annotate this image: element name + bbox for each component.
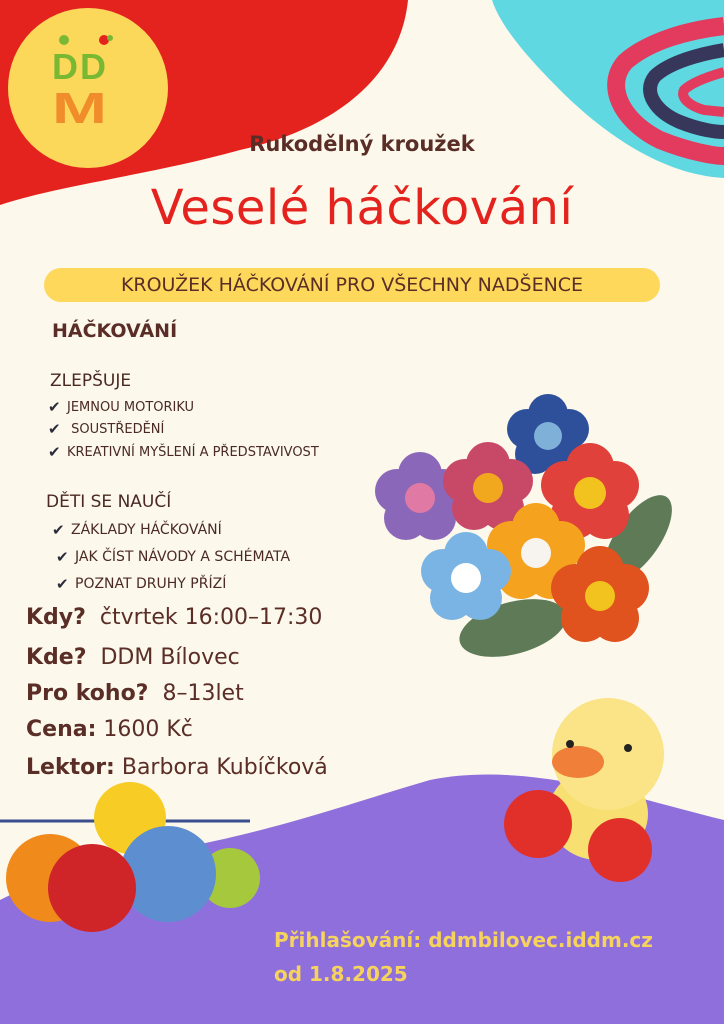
improves-item: ✔ KREATIVNÍ MYŠLENÍ A PŘEDSTAVIVOST [48,443,319,461]
check-icon: ✔ [52,521,65,539]
page-title: Veselé háčkování [150,180,574,236]
crochet-duck-image [498,684,678,884]
info-when: Kdy? čtvrtek 16:00–17:30 [26,605,323,630]
banner: KROUŽEK HÁČKOVÁNÍ PRO VŠECHNY NADŠENCE [44,268,660,302]
section-title: HÁČKOVÁNÍ [52,320,178,342]
check-icon: ✔ [56,548,69,566]
improves-heading: ZLEPŠUJE [50,371,132,391]
learn-item: ✔ POZNAT DRUHY PŘÍZÍ [56,575,227,593]
logo-m-text: M [52,84,107,133]
improves-item: ✔ SOUSTŘEDĚNÍ [48,420,165,438]
info-lector: Lektor: Barbora Kubíčková [26,755,328,780]
learn-item: ✔ ZÁKLADY HÁČKOVÁNÍ [52,521,222,539]
info-price: Cena: 1600 Kč [26,717,193,742]
yarn-balls-image [0,778,270,938]
info-who: Pro koho? 8–13let [26,681,244,706]
check-icon: ✔ [56,575,69,593]
check-icon: ✔ [48,398,61,416]
signup-line2: od 1.8.2025 [274,962,408,986]
logo-dd-text: DD [52,46,108,87]
check-icon: ✔ [48,420,61,438]
improves-item: ✔ JEMNOU MOTORIKU [48,398,195,416]
subtitle: Rukodělný kroužek [249,132,475,156]
learn-heading: DĚTI SE NAUČÍ [46,492,172,512]
crochet-flowers-image [368,388,698,668]
signup-line1: Přihlašování: ddmbilovec.iddm.cz [274,928,653,952]
check-icon: ✔ [48,443,61,461]
learn-item: ✔ JAK ČÍST NÁVODY A SCHÉMATA [56,548,291,566]
info-where: Kde? DDM Bílovec [26,645,240,670]
ddm-logo [42,30,134,134]
